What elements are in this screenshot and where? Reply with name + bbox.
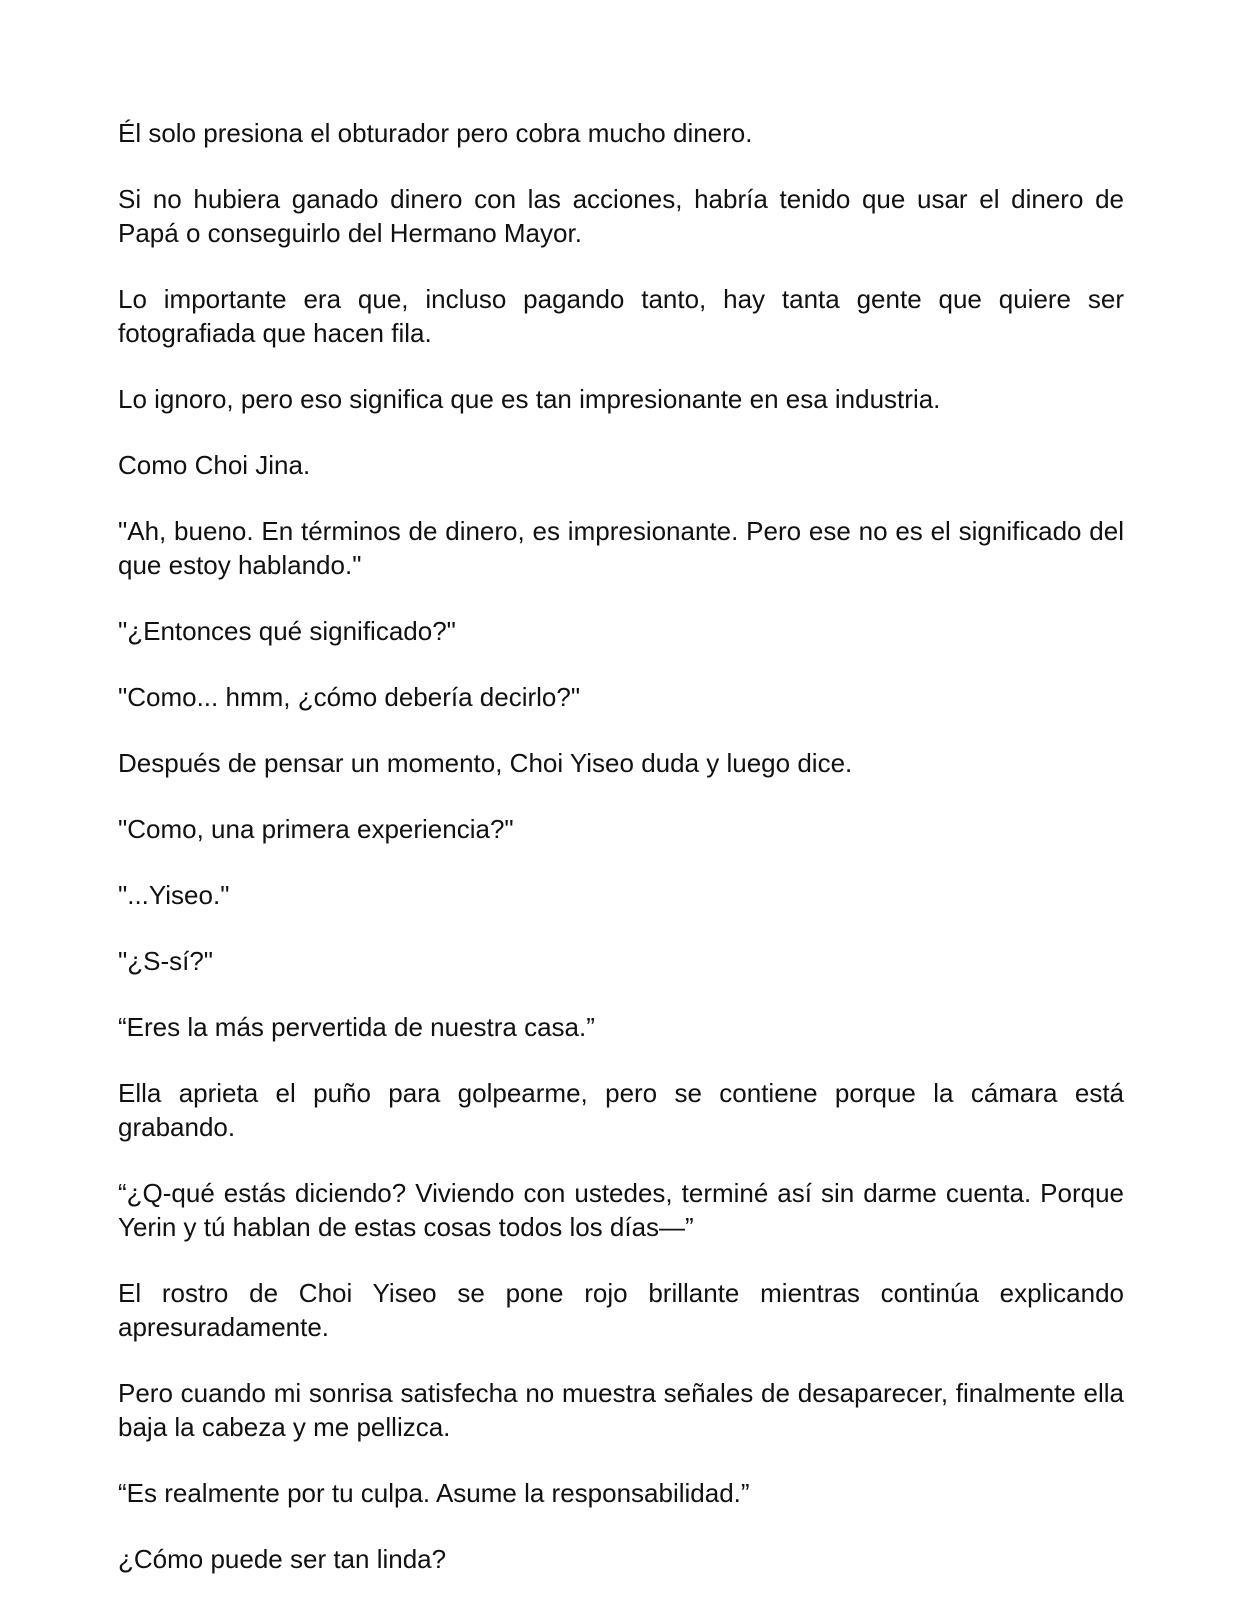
paragraph: "¿S-sí?" (118, 946, 214, 976)
paragraph: “Eres la más pervertida de nuestra casa.” (118, 1012, 595, 1042)
document-page (118, 116, 1124, 1576)
paragraph: ¿Cómo puede ser tan linda? (118, 1544, 447, 1574)
paragraph: “Es realmente por tu culpa. Asume la responsabilidad.” (118, 1478, 750, 1508)
paragraph: Después de pensar un momento, Choi Yiseo duda y luego dice. (118, 748, 853, 778)
paragraph: "Como... hmm, ¿cómo debería decirlo?" (118, 682, 581, 712)
paragraph: Ella aprieta el puño para golpearme, pero se contiene porque la cámara está grabando. (118, 1078, 1124, 1142)
paragraph: “¿Q-qué estás diciendo? Viviendo con ustedes, terminé así sin darme cuenta. Porque Yerin y tú hablan de estas cosas todos los días—” (118, 1178, 1124, 1242)
paragraph: Lo ignoro, pero eso significa que es tan impresionante en esa industria. (118, 384, 941, 414)
paragraph: Pero cuando mi sonrisa satisfecha no muestra señales de desaparecer, finalmente ella baja la cabeza y me pellizca. (118, 1378, 1124, 1442)
paragraph: "...Yiseo." (118, 880, 230, 910)
paragraph: "¿Entonces qué significado?" (118, 616, 456, 646)
paragraph: "Como, una primera experiencia?" (118, 814, 514, 844)
paragraph: Él solo presiona el obturador pero cobra mucho dinero. (118, 118, 753, 148)
paragraph: Lo importante era que, incluso pagando tanto, hay tanta gente que quiere ser fotografiada que hacen fila. (118, 284, 1124, 348)
paragraph: "Ah, bueno. En términos de dinero, es impresionante. Pero ese no es el significado del que estoy hablando." (118, 516, 1124, 580)
paragraph: Como Choi Jina. (118, 450, 311, 480)
paragraph: Si no hubiera ganado dinero con las acciones, habría tenido que usar el dinero de Papá o conseguirlo del Hermano Mayor. (118, 184, 1124, 248)
paragraph: El rostro de Choi Yiseo se pone rojo brillante mientras continúa explicando apresuradamente. (118, 1278, 1124, 1342)
